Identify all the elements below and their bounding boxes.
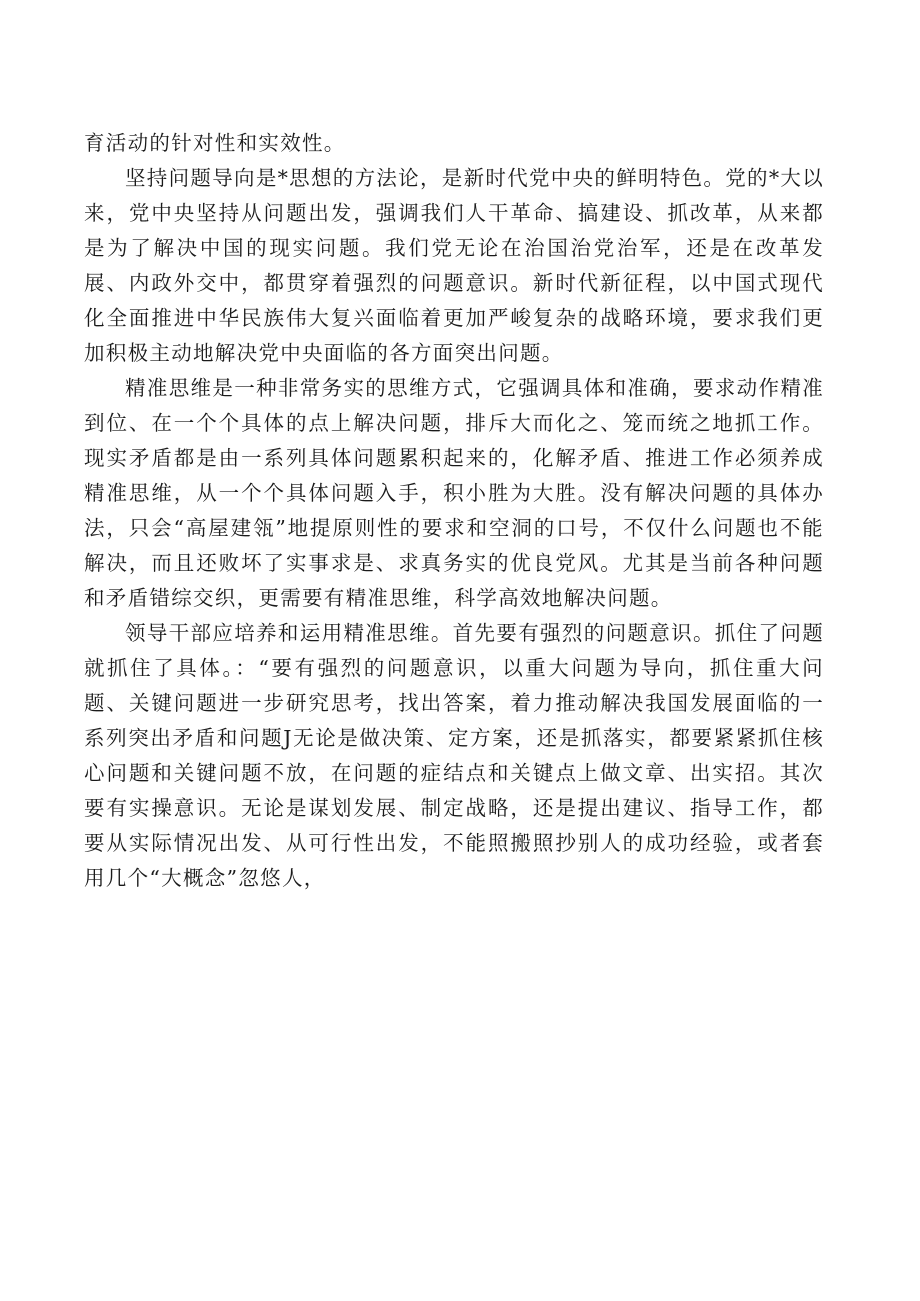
document-body <box>84 126 824 896</box>
paragraph-4: 领导干部应培养和运用精准思维。首先要有强烈的问题意识。抓住了问题就抓住了具体。：“要有强烈的问题意识，以重大问题为导向，抓住重大问题、关键问题进一步研究思考，找出答案，着力推动解决我国发展面临的一系列突出矛盾和问题J无论是做决策、定方案，还是抓落实，都要紧紧抓住核心问题和关键问题不放，在问题的症结点和关键点上做文章、出实招。其次要有实操意识。无论是谋划发展、制定战略，还是提出建议、指导工作，都要从实际情况出发、从可行性出发，不能照搬照抄别人的成功经验，或者套用几个“大概念”忽悠人， <box>84 621 824 890</box>
paragraph-2: 坚持问题导向是*思想的方法论，是新时代党中央的鲜明特色。党的*大以来，党中央坚持从问题出发，强调我们人干革命、搞建设、抓改革，从来都是为了解决中国的现实问题。我们党无论在治国治党治军，还是在改革发展、内政外交中，都贯穿着强烈的问题意识。新时代新征程，以中国式现代化全面推进中华民族伟大复兴面临着更加严峻复杂的战略环境，要求我们更加积极主动地解决党中央面临的各方面突出问题。 <box>84 166 824 365</box>
paragraph-3: 精准思维是一种非常务实的思维方式，它强调具体和准确，要求动作精准到位、在一个个具体的点上解决问题，排斥大而化之、笼而统之地抓工作。现实矛盾都是由一系列具体问题累积起来的，化解矛盾、推进工作必须养成精准思维，从一个个具体问题入手，积小胜为大胜。没有解决问题的具体办法，只会“高屋建瓴”地提原则性的要求和空洞的口号，不仅什么问题也不能解决，而且还败坏了实事求是、求真务实的优良党风。尤其是当前各种问题和矛盾错综交织，更需要有精准思维，科学高效地解决问题。 <box>84 376 824 610</box>
paragraph-1: 育活动的针对性和实效性。 <box>84 131 346 155</box>
